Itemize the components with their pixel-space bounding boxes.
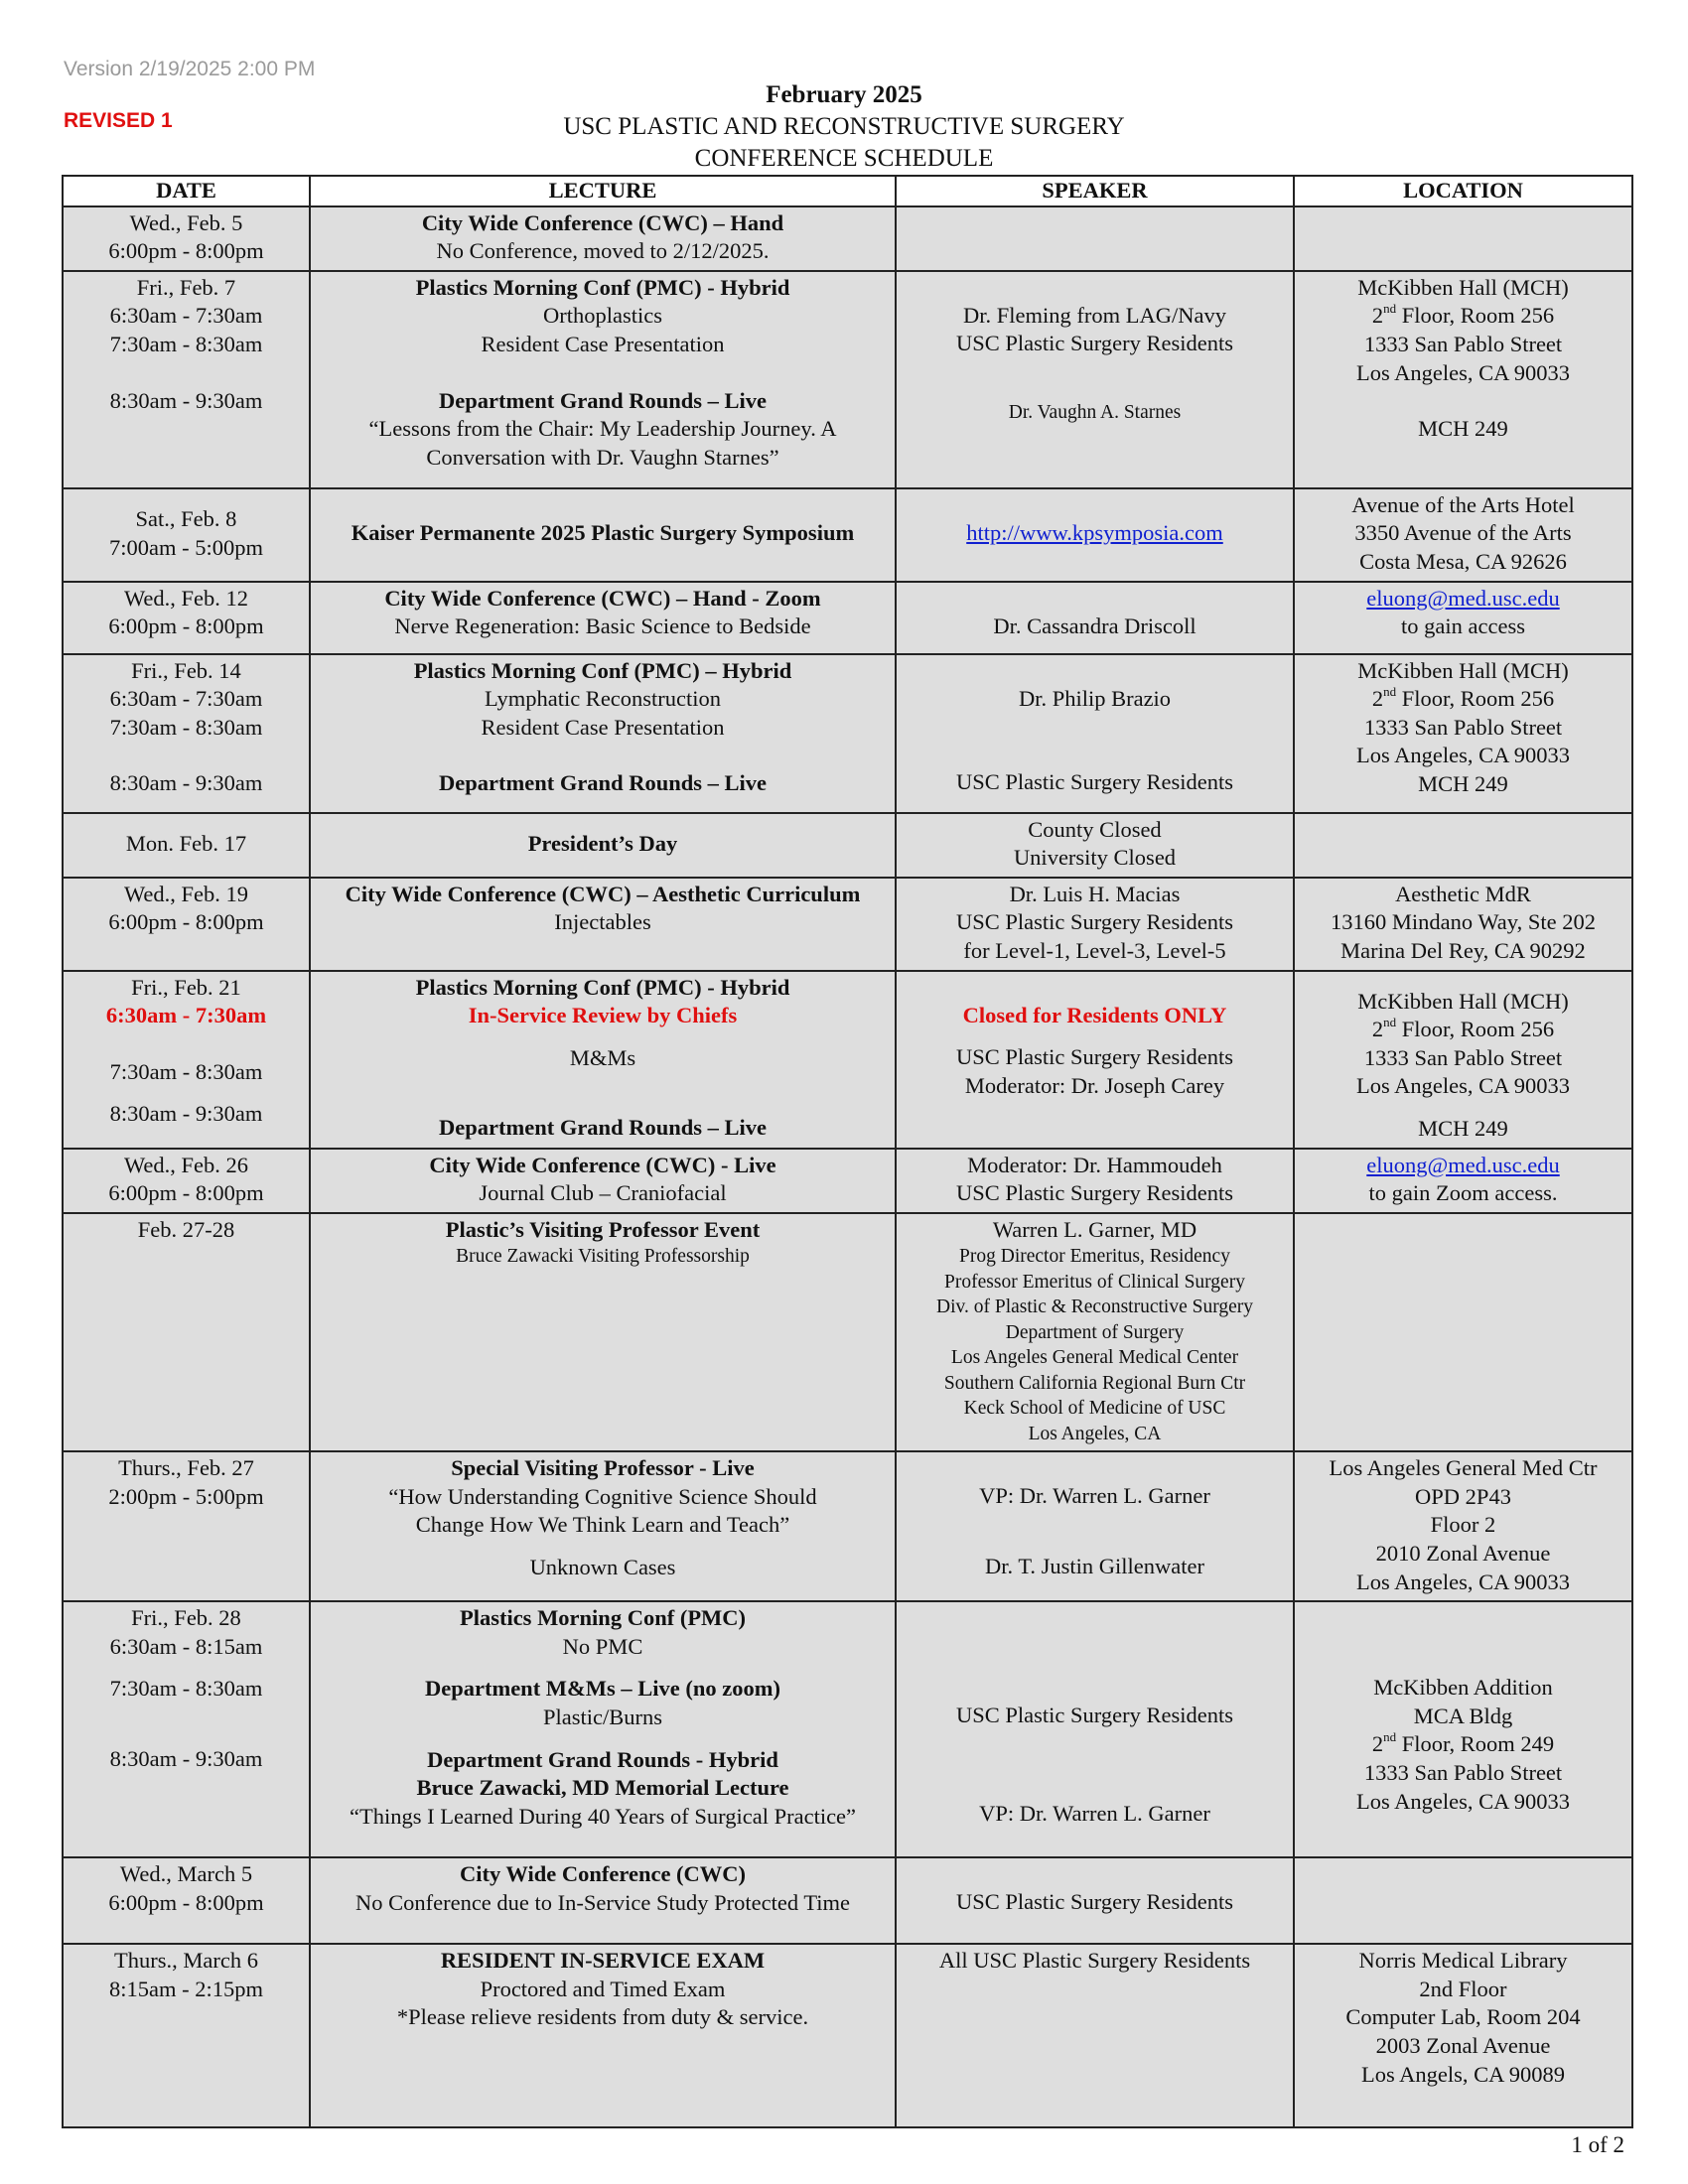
header-date: DATE [63,176,310,206]
speaker-name: All USC Plastic Surgery Residents [938,1948,1251,1974]
date-cell [63,271,310,488]
location-line: Computer Lab, Room 204 [1345,2004,1581,2030]
lecture-cell [310,1451,896,1601]
date-label: Wed., Feb. 26 [123,1152,249,1177]
date-label: Thurs., Feb. 27 [118,1455,254,1481]
location-line: to gain Zoom access. [1368,1180,1558,1206]
lecture-detail: Plastic/Burns [542,1705,662,1730]
location-cell [1294,271,1632,488]
speaker-cell [896,1213,1294,1452]
speaker-credential: Div. of Plastic & Reconstructive Surgery [936,1297,1253,1318]
location-line: Los Angeles, CA 90033 [1355,1073,1570,1099]
date-cell [63,654,310,813]
location-line: McKibben Hall (MCH) [1357,274,1569,300]
time-label: 6:30am - 8:15am [109,1633,263,1659]
version-stamp: Version 2/19/2025 2:00 PM [64,58,316,80]
speaker-credential: Professor Emeritus of Clinical Surgery [944,1271,1245,1293]
table-row [63,813,1632,878]
location-cell [1294,1149,1632,1213]
location-cell [1294,654,1632,813]
location-cell [1294,878,1632,971]
lecture-title: City Wide Conference (CWC) – Hand [421,209,784,235]
lecture-detail: M&Ms [569,1044,636,1070]
table-row [63,582,1632,654]
time-label: 6:30am - 7:30am [105,1003,267,1028]
lecture-title: Plastics Morning Conf (PMC) - Hybrid [415,974,790,1000]
time-label: 6:00pm - 8:00pm [108,1889,264,1915]
conference-schedule-table [62,175,1633,2128]
lecture-title: Plastics Morning Conf (PMC) - Hybrid [415,274,790,300]
title-department: USC PLASTIC AND RECONSTRUCTIVE SURGERY [563,113,1125,140]
date-label: Feb. 27-28 [137,1216,235,1242]
lecture-detail: Nerve Regeneration: Basic Science to Bedside [394,614,811,639]
speaker-credential: Los Angeles, CA [1028,1423,1162,1444]
title-month: February 2025 [766,81,922,108]
lecture-detail: No PMC [562,1633,643,1659]
time-label: 7:30am - 8:30am [109,1058,263,1084]
location-line: 2nd Floor, Room 249 [1371,1729,1555,1757]
date-label: Wed., Feb. 5 [129,209,243,235]
lecture-cell [310,878,896,971]
speaker-name: Dr. Luis H. Macias [1009,881,1181,906]
time-label: 6:30am - 7:30am [109,686,263,712]
lecture-title: Plastic’s Visiting Professor Event [445,1216,761,1242]
lecture-cell [310,1149,896,1213]
speaker-name: Moderator: Dr. Joseph Carey [964,1072,1225,1098]
speaker-name: VP: Dr. Warren L. Garner [979,1483,1210,1509]
time-label: 6:30am - 7:30am [109,303,263,329]
speaker-cell [896,582,1294,654]
speaker-cell [896,271,1294,488]
lecture-title: RESIDENT IN-SERVICE EXAM [440,1948,766,1974]
table-row [63,1601,1632,1857]
speaker-name: Dr. Philip Brazio [1018,685,1172,711]
location-line: McKibben Addition [1373,1675,1553,1701]
lecture-cell [310,1857,896,1944]
table-row [63,1944,1632,2127]
location-line: Costa Mesa, CA 92626 [1359,548,1567,574]
date-cell [63,1601,310,1857]
email-link[interactable]: eluong@med.usc.edu [1366,1152,1560,1177]
location-line: Los Angeles, CA 90033 [1355,1569,1570,1594]
speaker-name: VP: Dr. Warren L. Garner [979,1800,1210,1826]
speaker-name: Dr. Vaughn A. Starnes [1008,401,1182,423]
lecture-detail: Resident Case Presentation [481,331,725,356]
location-cell [1294,1944,1632,2127]
location-line: Marina Del Rey, CA 90292 [1340,937,1586,963]
speaker-name: USC Plastic Surgery Residents [956,1703,1233,1728]
revised-label: REVISED 1 [64,109,173,132]
table-row [63,1149,1632,1213]
location-line: MCH 249 [1418,770,1508,796]
time-label: 7:30am - 8:30am [109,714,263,740]
location-line: 1333 San Pablo Street [1363,714,1563,740]
location-line: MCH 249 [1418,1115,1508,1141]
date-cell [63,206,310,271]
lecture-title: City Wide Conference (CWC) – Hand - Zoom [384,585,821,611]
lecture-detail: Unknown Cases [529,1555,676,1580]
document-title [0,79,1688,175]
speaker-cell [896,1857,1294,1944]
location-line: MCA Bldg [1413,1703,1513,1728]
lecture-title: Bruce Zawacki, MD Memorial Lecture [416,1775,789,1801]
location-line: Los Angeles General Med Ctr [1329,1455,1598,1481]
speaker-credential: Department of Surgery [1005,1321,1185,1343]
lecture-detail: No Conference, moved to 2/12/2025. [436,238,770,264]
lecture-detail: Orthoplastics [543,303,662,329]
time-label: 2:00pm - 5:00pm [108,1483,264,1509]
closure-note: County Closed [1028,816,1162,842]
lecture-cell [310,271,896,488]
lecture-title: Plastics Morning Conf (PMC) [459,1605,747,1631]
lecture-cell [310,654,896,813]
lecture-title: Department Grand Rounds - Hybrid [427,1746,778,1772]
speaker-cell [896,206,1294,271]
location-line: Los Angeles, CA 90033 [1355,743,1570,768]
date-cell [63,1451,310,1601]
location-line: Los Angels, CA 90089 [1360,2061,1566,2087]
title-document: CONFERENCE SCHEDULE [694,145,994,172]
lecture-cell [310,206,896,271]
table-row [63,1451,1632,1601]
location-cell [1294,488,1632,582]
speaker-name: Dr. T. Justin Gillenwater [984,1553,1204,1578]
symposium-link[interactable]: http://www.kpsymposia.com [966,520,1223,546]
location-line: 1333 San Pablo Street [1363,1760,1563,1786]
date-cell [63,878,310,971]
closure-note: Closed for Residents ONLY [962,1002,1227,1027]
date-cell [63,582,310,654]
date-label: Wed., Feb. 19 [123,881,249,906]
lecture-detail: No Conference due to In-Service Study Protected Time [354,1889,851,1915]
date-label: Fri., Feb. 21 [131,974,241,1000]
speaker-name: Warren L. Garner, MD [992,1216,1197,1242]
location-line: Aesthetic MdR [1395,881,1531,906]
lecture-detail: *Please relieve residents from duty & service. [396,2004,809,2030]
speaker-cell [896,1149,1294,1213]
location-cell [1294,1857,1632,1944]
date-label: Mon. Feb. 17 [125,830,247,856]
location-line: Norris Medical Library [1358,1948,1568,1974]
time-label: 8:15am - 2:15pm [109,1976,263,2001]
speaker-name: USC Plastic Surgery Residents [956,769,1233,795]
email-link[interactable]: eluong@med.usc.edu [1366,585,1560,611]
date-label: Sat., Feb. 8 [135,506,237,532]
date-label: Thurs., March 6 [114,1948,258,1974]
location-line: 13160 Mindano Way, Ste 202 [1331,909,1596,935]
lecture-detail: Resident Case Presentation [481,714,725,740]
lecture-detail: Proctored and Timed Exam [480,1976,726,2001]
date-label: Fri., Feb. 28 [131,1605,241,1631]
time-label: 8:30am - 9:30am [109,1746,263,1772]
lecture-detail: Journal Club – Craniofacial [479,1180,727,1206]
speaker-credential: Southern California Regional Burn Ctr [943,1372,1246,1394]
lecture-title: Department Grand Rounds – Live [438,770,768,796]
lecture-detail: Injectables [554,909,651,935]
lecture-cell [310,813,896,878]
speaker-credential: Prog Director Emeritus, Residency [959,1246,1230,1268]
location-cell [1294,1451,1632,1601]
location-line: 2nd Floor, Room 256 [1371,301,1555,329]
location-cell [1294,1213,1632,1452]
lecture-cell [310,1601,896,1857]
location-line: McKibben Hall (MCH) [1357,657,1569,683]
time-label: 7:00am - 5:00pm [109,534,263,560]
time-label: 6:00pm - 8:00pm [108,909,264,935]
location-cell [1294,813,1632,878]
location-line: 2nd Floor, Room 256 [1371,684,1555,712]
location-line: McKibben Hall (MCH) [1357,988,1569,1014]
lecture-title: Special Visiting Professor - Live [451,1455,755,1481]
speaker-cell [896,1451,1294,1601]
location-line: 2003 Zonal Avenue [1375,2033,1551,2059]
speaker-name: USC Plastic Surgery Residents [956,331,1233,356]
header-lecture: LECTURE [310,176,896,206]
time-label: 8:30am - 9:30am [109,1101,263,1127]
location-line: 1333 San Pablo Street [1363,1044,1563,1070]
date-cell [63,1857,310,1944]
date-cell [63,1213,310,1452]
lecture-title: Kaiser Permanente 2025 Plastic Surgery Symposium [351,520,855,546]
lecture-detail: “Things I Learned During 40 Years of Surgical Practice” [349,1803,857,1829]
lecture-cell [310,582,896,654]
date-cell [63,971,310,1149]
location-line: Avenue of the Arts Hotel [1351,491,1575,517]
location-cell [1294,1601,1632,1857]
speaker-cell [896,488,1294,582]
date-label: Wed., March 5 [119,1861,253,1887]
lecture-title: Department Grand Rounds – Live [438,1115,768,1141]
location-line: Floor 2 [1430,1512,1496,1538]
lecture-detail: “Lessons from the Chair: My Leadership Journey. A Conversation with Dr. Vaughn Starnes” [368,416,837,470]
date-label: Fri., Feb. 7 [136,274,236,300]
table-row [63,971,1632,1149]
lecture-title: President’s Day [527,830,678,856]
table-row [63,271,1632,488]
location-cell [1294,582,1632,654]
page-number: 1 of 2 [1571,2132,1624,2157]
speaker-credential: Keck School of Medicine of USC [963,1398,1226,1420]
lecture-cell [310,1213,896,1452]
speaker-cell [896,971,1294,1149]
speaker-cell [896,1601,1294,1857]
date-cell [63,1149,310,1213]
lecture-title: Department Grand Rounds – Live [438,387,768,413]
lecture-title: Department M&Ms – Live (no zoom) [424,1676,781,1702]
lecture-cell [310,1944,896,2127]
date-cell [63,813,310,878]
speaker-name: Moderator: Dr. Hammoudeh [967,1152,1222,1177]
table-row [63,1857,1632,1944]
location-line: OPD 2P43 [1415,1483,1511,1509]
lecture-detail: Bruce Zawacki Visiting Professorship [456,1246,750,1268]
lecture-cell [310,971,896,1149]
lecture-detail: Lymphatic Reconstruction [484,686,722,712]
lecture-title: Plastics Morning Conf (PMC) – Hybrid [413,657,792,683]
location-line: 2nd Floor [1419,1976,1507,2001]
table-row [63,1213,1632,1452]
speaker-cell [896,878,1294,971]
speaker-name: for Level-1, Level-3, Level-5 [963,937,1226,963]
time-label: 7:30am - 8:30am [109,331,263,356]
location-line: 1333 San Pablo Street [1363,331,1563,356]
location-line: Los Angeles, CA 90033 [1355,359,1570,385]
date-label: Fri., Feb. 14 [131,657,241,683]
table-row [63,206,1632,271]
lecture-detail: Change How We Think Learn and Teach” [415,1512,790,1538]
speaker-name: USC Plastic Surgery Residents [956,1889,1233,1915]
location-line: Los Angeles, CA 90033 [1355,1788,1570,1814]
date-cell [63,1944,310,2127]
location-cell [1294,206,1632,271]
lecture-title: City Wide Conference (CWC) - Live [429,1152,776,1177]
time-label: 6:00pm - 8:00pm [108,614,264,639]
lecture-title: City Wide Conference (CWC) [459,1861,747,1887]
lecture-title: City Wide Conference (CWC) – Aesthetic Curriculum [345,881,861,906]
location-line: MCH 249 [1418,416,1508,442]
speaker-name: Dr. Fleming from LAG/Navy [963,302,1226,328]
speaker-credential: Los Angeles General Medical Center [950,1347,1239,1369]
table-row [63,488,1632,582]
location-line: to gain access [1401,614,1525,639]
speaker-name: USC Plastic Surgery Residents [956,1180,1233,1206]
date-label: Wed., Feb. 12 [123,585,249,611]
speaker-name: USC Plastic Surgery Residents [956,909,1233,935]
location-cell [1294,971,1632,1149]
location-line: 2nd Floor, Room 256 [1371,1015,1555,1042]
table-header-row [63,176,1632,206]
lecture-cell [310,488,896,582]
time-label: 6:00pm - 8:00pm [108,238,264,264]
closure-note: University Closed [1013,845,1177,871]
table-row [63,878,1632,971]
table-row [63,654,1632,813]
speaker-name: Dr. Cassandra Driscoll [993,613,1196,638]
speaker-cell [896,654,1294,813]
date-cell [63,488,310,582]
location-line: 2010 Zonal Avenue [1375,1541,1551,1567]
lecture-detail: “How Understanding Cognitive Science Should [388,1483,817,1509]
time-label: 6:00pm - 8:00pm [108,1180,264,1206]
speaker-cell [896,1944,1294,2127]
time-label: 8:30am - 9:30am [109,770,263,796]
header-location: LOCATION [1294,176,1632,206]
speaker-cell [896,813,1294,878]
time-label: 8:30am - 9:30am [109,387,263,413]
speaker-name: USC Plastic Surgery Residents [956,1044,1233,1070]
time-label: 7:30am - 8:30am [109,1676,263,1702]
header-speaker: SPEAKER [896,176,1294,206]
location-line: 3350 Avenue of the Arts [1354,520,1572,546]
lecture-detail: In-Service Review by Chiefs [468,1003,738,1028]
